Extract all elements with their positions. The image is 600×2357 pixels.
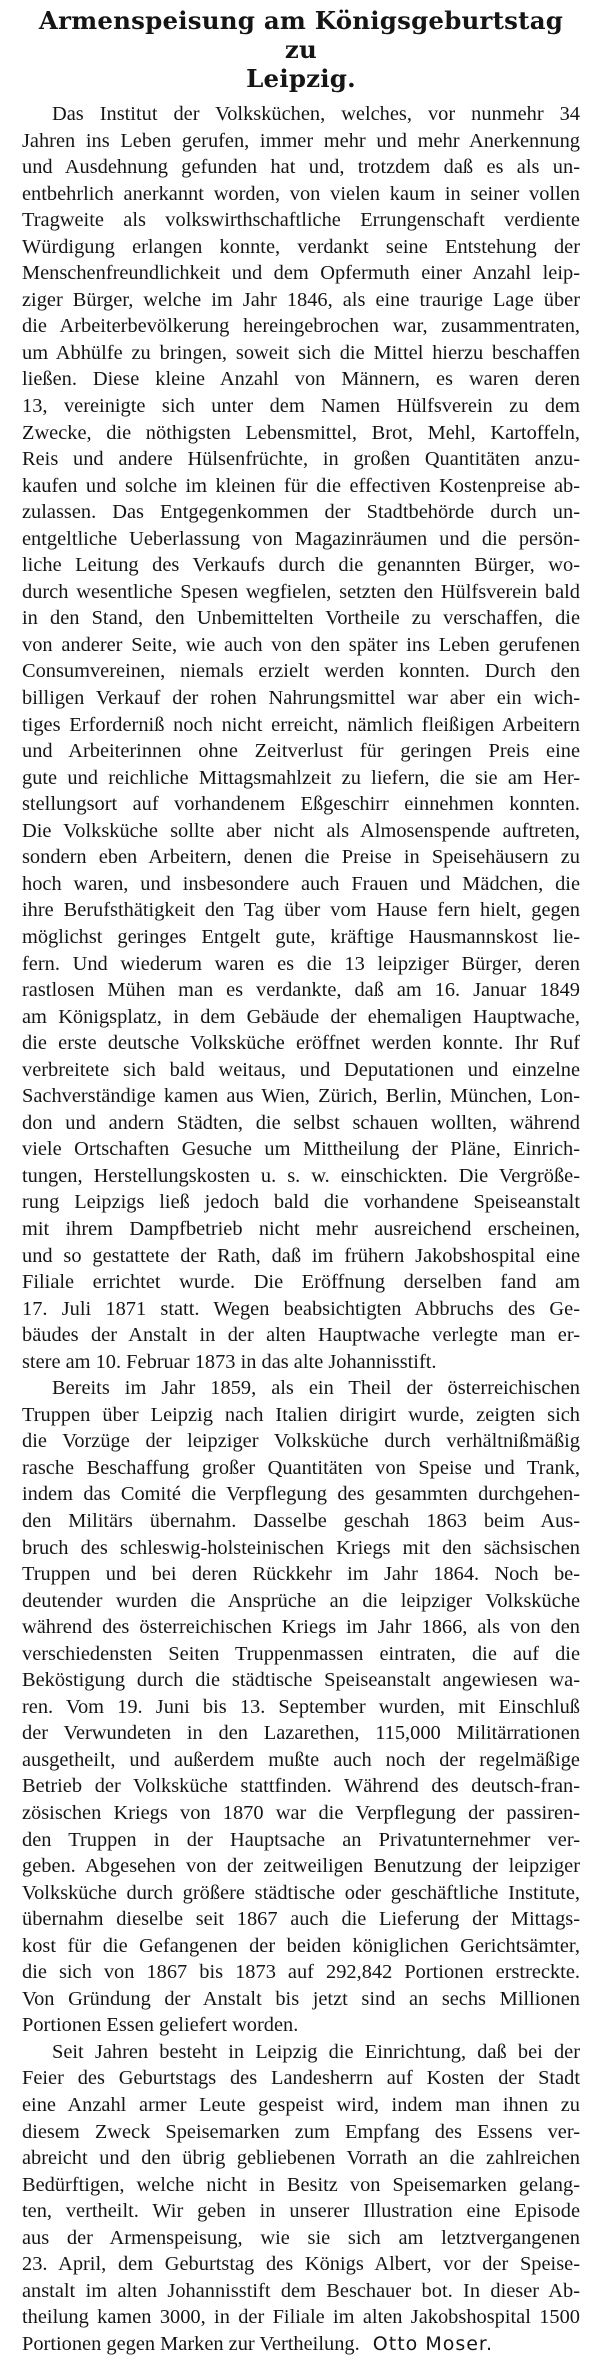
text-line: tiges Erforderniß noch nicht erreicht, nämlich fleißigen Arbeitern [22,713,580,736]
text-line: Truppen über Leipzig nach Italien dirigirt wurde, zeigten sich [22,1403,580,1426]
text-line: rasche Beschaffung großer Quantitäten von Speise und Trank, [22,1456,580,1479]
text-line: und Ausdehnung gefunden hat und, trotzdem daß es als un- [22,156,580,179]
text-line: viele Ortschaften Gesuche um Mittheilung der Pläne, Einrich- [22,1138,580,1161]
text-line: Jahren ins Leben gerufen, immer mehr und mehr Anerkennung [22,129,580,152]
text-line: Consumvereinen, niemals erzielt werden konnten. Durch den [22,660,580,683]
text-line: die erste deutsche Volksküche eröffnet werden konnte. Ihr Ruf [22,1032,580,1055]
title-line-2: Leipzig. [246,64,356,93]
text-line: ten, vertheilt. Wir geben in unserer Illustration eine Episode [22,2200,580,2223]
text-line: deutender wurden die Ansprüche an die leipziger Volksküche [22,1589,580,1612]
text-line: eine Anzahl armer Leute gespeist wird, indem man ihnen zu [22,2094,580,2117]
text-line: Bereits im Jahr 1859, als ein Theil der österreichischen [52,1377,580,1400]
text-line: Seit Jahren besteht in Leipzig die Einrichtung, daß bei der [52,2040,580,2063]
text-line: sondern eben Arbeitern, denen die Preise in Speisehäusern zu [22,846,580,869]
text-line: Menschenfreundlichkeit und dem Opfermuth einer Anzahl leip- [22,262,580,285]
text-line: den Truppen in der Hauptsache an Privatunternehmer ver- [22,1828,580,1851]
text-line: Tragweite als volkswirthschaftliche Errungenschaft verdiente [22,209,580,232]
text-line: aus der Armenspeisung, wie sie sich am letztvergangenen [22,2226,580,2249]
text-line: kost für die Gefangenen der beiden königlichen Gerichtsämter, [22,1934,580,1957]
final-text: Portionen gegen Marken zur Vertheilung. [22,2332,360,2355]
text-line: tungen, Herstellungskosten u. s. w. einschickten. Die Vergröße- [22,1164,580,1187]
text-line: hoch waren, und insbesondere auch Frauen und Mädchen, die [22,872,580,895]
text-line: Beköstigung durch die städtische Speiseanstalt angewiesen wa- [22,1669,580,1692]
text-line: Volksküche durch größere städtische oder geschäftliche Institute, [22,1881,580,1904]
text-line: verschiedensten Seiten Truppenmassen eintraten, die auf die [22,1642,580,1665]
text-line: gute und reichliche Mittagsmahlzeit zu liefern, die sie am Her- [22,766,580,789]
text-line: Portionen Essen geliefert worden. [22,2014,299,2037]
text-line: in den Stand, den Unbemittelten Vortheile zu verschaffen, die [22,607,580,630]
text-line: kaufen und solche im kleinen für die effectiven Kostenpreise ab- [22,474,580,497]
text-line: Reis und andere Hülsenfrüchte, in großen Quantitäten anzu- [22,448,580,471]
text-line: zösischen Kriegs von 1870 war die Verpflegung der passiren- [22,1802,580,1824]
text-line: ren. Vom 19. Juni bis 13. September wurden, mit Einschluß [22,1695,580,1718]
title-line-1: Armenspeisung am Königsgeburtstag zu [38,6,564,64]
text-line: zulassen. Das Entgegenkommen der Stadtbehörde durch un- [22,501,580,524]
text-line: mit ihrem Dampfbetrieb nicht mehr ausreichend erscheinen, [22,1217,580,1240]
paragraph-2 [22,1375,580,2039]
text-line: Die Volksküche sollte aber nicht als Almosenspende auftreten, [22,819,580,842]
text-line: 23. April, dem Geburtstag des Königs Albert, vor der Speise- [22,2253,580,2276]
paragraph-3 [22,2039,580,2331]
text-line: geben. Abgesehen von der zeitweiligen Benutzung der leipziger [22,1855,580,1878]
text-line: Würdigung erlangen konnte, verdankt seine Entstehung der [22,235,580,258]
text-line: billigen Verkauf der rohen Nahrungsmittel war aber ein wich- [22,687,580,710]
text-line: und so gestattete der Rath, daß im frühern Jakobshospital eine [22,1244,580,1267]
text-line: am Königsplatz, in dem Gebäude der ehemaligen Hauptwache, [22,1005,580,1028]
text-line: stellungsort auf vorhandenem Eßgeschirr einnehmen konnten. [22,793,580,816]
text-line: die sich von 1867 bis 1873 auf 292,842 Portionen erstreckte. [22,1961,580,1984]
text-line: indem das Comité die Verpflegung des gesammten durchgehen- [22,1483,580,1506]
text-line: Feier des Geburtstags des Landesherrn auf Kosten der Stadt [22,2067,580,2090]
text-line: Bedürftigen, welche nicht in Besitz von Speisemarken gelang- [22,2173,580,2196]
final-line [22,2331,580,2357]
article-title [22,6,580,93]
text-line: diesem Zweck Speisemarken zum Empfang des Essens ver- [22,2120,580,2143]
text-line: durch wesentliche Spesen wegfielen, setzten den Hülfsverein bald [22,580,580,603]
text-line: 13, vereinigte sich unter dem Namen Hülfsverein zu dem [22,395,580,418]
text-line: bäudes der Anstalt in der alten Hauptwache verlegte man er- [22,1324,580,1347]
text-line: die Vorzüge der leipziger Volksküche durch verhältnißmäßig [22,1430,580,1453]
text-line: Zwecke, die nöthigsten Lebensmittel, Brot, Mehl, Kartoffeln, [22,421,580,444]
text-line: Von Gründung der Anstalt bis jetzt sind an sechs Millionen [22,1987,580,2010]
paragraph-1 [22,101,580,1375]
text-line: Truppen und bei deren Rückkehr im Jahr 1864. Noch be- [22,1563,580,1586]
text-line: stere am 10. Februar 1873 in das alte Johannisstift. [22,1350,437,1373]
text-line: ließen. Diese kleine Anzahl von Männern, es waren deren [22,368,580,391]
text-line: 17. Juli 1871 statt. Wegen beabsichtigten Abbruchs des Ge- [22,1297,580,1320]
text-line: von anderer Seite, wie auch von den später ins Leben gerufenen [22,633,580,656]
text-line: der Verwundeten in den Lazarethen, 115,000 Militärrationen [22,1722,580,1745]
text-line: während des österreichischen Kriegs im Jahr 1866, als von den [22,1616,580,1639]
text-line: entbehrlich anerkannt worden, von vielen kaum in seiner vollen [22,182,580,205]
text-line: Das Institut der Volksküchen, welches, vor nunmehr 34 [52,103,580,125]
text-line: entgeltliche Ueberlassung von Magazinräumen und die persön- [22,527,580,550]
text-line: möglichst geringes Entgelt gute, kräftige Hausmannskost lie- [22,925,580,948]
text-line: fern. Und wiederum waren es die 13 leipziger Bürger, deren [22,952,580,975]
text-line: abreicht und den übrig gebliebenen Vorrath an die zahlreichen [22,2147,580,2170]
text-line: Filiale errichtet wurde. Die Eröffnung derselben fand am [22,1271,580,1294]
text-line: um Abhülfe zu bringen, soweit sich die Mittel hierzu beschaffen [22,341,580,364]
text-line: übernahm dieselbe seit 1867 auch die Lieferung der Mittags- [22,1908,580,1931]
text-line: ziger Bürger, welche im Jahr 1846, als eine traurige Lage über [22,288,580,311]
text-line: rung Leipzigs ließ jedoch bald die vorhandene Speiseanstalt [22,1191,580,1214]
text-line: den Militärs übernahm. Dasselbe geschah 1863 beim Aus- [22,1509,580,1532]
text-line: theilung kamen 3000, in der Filiale im alten Jakobshospital 1500 [22,2306,580,2329]
text-line: Betrieb der Volksküche stattfinden. Während des deutsch-fran- [22,1775,580,1798]
text-line: liche Leitung des Verkaufs durch die genannten Bürger, wo- [22,554,580,577]
text-line: don und andern Städten, die selbst schauen wollten, während [22,1111,580,1134]
text-line: ihre Berufsthätigkeit den Tag über vom Hause fern hielt, gegen [22,899,580,922]
text-line: anstalt im alten Johannisstift dem Beschauer bot. In dieser Ab- [22,2279,580,2302]
text-line: bruch des schleswig-holsteinischen Kriegs mit den sächsischen [22,1536,580,1559]
text-line: die Arbeiterbevölkerung hereingebrochen war, zusammentraten, [22,315,580,338]
text-line: rastlosen Mühen man es verdankte, daß am 16. Januar 1849 [22,979,580,1002]
closing-line [22,2331,580,2357]
text-line: Sachverständige kamen aus Wien, Zürich, Berlin, München, Lon- [22,1085,580,1108]
text-line: verbreitete sich bald weitaus, und Deputationen und einzelne [22,1058,580,1081]
author-signature: Otto Moser. [372,2332,494,2355]
text-line: und Arbeiterinnen ohne Zeitverlust für geringen Preis eine [22,740,580,763]
text-line: ausgetheilt, und außerdem mußte auch noch der regelmäßige [22,1748,580,1771]
